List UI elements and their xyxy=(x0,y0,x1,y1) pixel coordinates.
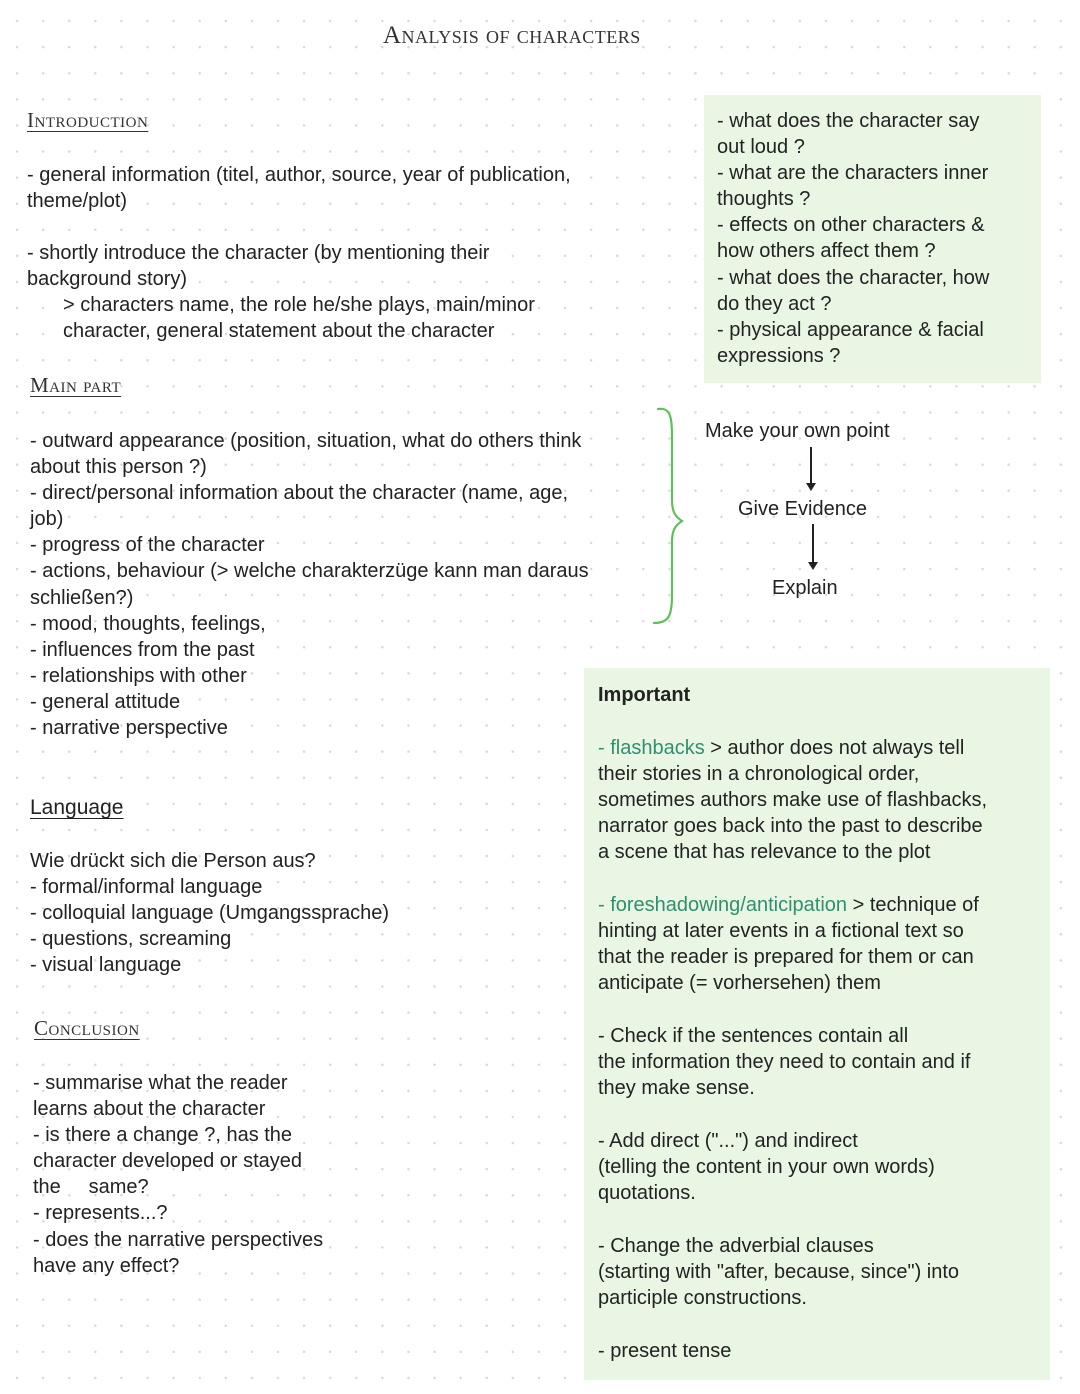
main-part-heading: Main part xyxy=(30,373,122,397)
check-block xyxy=(598,1023,970,1101)
text-line: participle constructions. xyxy=(598,1287,807,1310)
text-line: about this person ?) xyxy=(30,456,207,479)
text-line: do they act ? xyxy=(717,292,832,315)
text-line: narrator goes back into the past to describe xyxy=(598,815,983,838)
tense-note: - present tense xyxy=(598,1340,732,1362)
text-line: the same? xyxy=(33,1176,149,1199)
flow-step-point: Make your own point xyxy=(705,420,890,442)
text-line: - visual language xyxy=(30,954,182,977)
text-line: (starting with "after, because, since") into xyxy=(598,1261,960,1284)
text-line: - physical appearance & facial xyxy=(717,318,984,341)
text-line: - actions, behaviour (> welche charakterzüge kann man daraus xyxy=(30,560,589,583)
text-line: job) xyxy=(30,508,64,531)
introduction-heading: Introduction xyxy=(27,108,149,132)
text-line: - formal/informal language xyxy=(30,876,263,899)
foreshadowing-block xyxy=(598,892,979,996)
text-line xyxy=(598,735,987,761)
text-line: - direct/personal information about the character (name, age, xyxy=(30,482,569,505)
text-line: theme/plot) xyxy=(27,190,128,213)
conclusion-heading: Conclusion xyxy=(34,1016,140,1040)
text-line: - effects on other characters & xyxy=(717,214,985,237)
text-line: - what does the character, how xyxy=(717,266,990,289)
questions-list xyxy=(717,108,989,369)
text-fragment: > author does not always tell xyxy=(704,737,965,759)
conclusion-points xyxy=(33,1070,323,1279)
curly-brace-icon xyxy=(650,405,690,627)
text-line: - represents...? xyxy=(33,1202,168,1225)
text-line: character, general statement about the character xyxy=(63,320,495,343)
text-line: - relationships with other xyxy=(30,664,247,687)
introduction-character xyxy=(27,240,535,344)
text-line: - influences from the past xyxy=(30,638,255,661)
text-line: that the reader is prepared for them or can xyxy=(598,946,974,969)
text-line: - mood, thoughts, feelings, xyxy=(30,612,266,635)
text-line: background story) xyxy=(27,268,188,291)
text-line: - progress of the character xyxy=(30,534,265,557)
text-line: how others affect them ? xyxy=(717,240,936,263)
text-line: expressions ? xyxy=(717,344,841,367)
text-line: - general attitude xyxy=(30,690,181,713)
text-line: - does the narrative perspectives xyxy=(33,1228,324,1251)
text-line: their stories in a chronological order, xyxy=(598,763,920,786)
text-line: they make sense. xyxy=(598,1077,755,1100)
text-fragment: > technique of xyxy=(847,894,979,916)
text-line: - general information (titel, author, source, year of publication, xyxy=(27,164,571,186)
introduction-general-info xyxy=(27,162,571,214)
flashbacks-block xyxy=(598,735,987,865)
text-line: - questions, screaming xyxy=(30,928,232,951)
page-title: Analysis of characters xyxy=(383,22,641,49)
flow-step-explain: Explain xyxy=(772,577,838,599)
text-line: character developed or stayed xyxy=(33,1150,303,1173)
important-heading: Important xyxy=(598,684,691,706)
text-line: learns about the character xyxy=(33,1098,266,1121)
text-line xyxy=(598,892,979,918)
text-line: have any effect? xyxy=(33,1254,180,1277)
term-flashbacks: - flashbacks xyxy=(598,737,705,759)
text-line: - shortly introduce the character (by mentioning their xyxy=(27,242,490,264)
text-line: - summarise what the reader xyxy=(33,1072,288,1094)
main-part-points xyxy=(30,428,589,741)
text-line: thoughts ? xyxy=(717,188,811,211)
text-line: - what does the character say xyxy=(717,110,980,132)
text-line: - Add direct ("...") and indirect xyxy=(598,1130,858,1152)
text-line: hinting at later events in a fictional text so xyxy=(598,920,964,943)
flow-step-evidence: Give Evidence xyxy=(738,498,867,520)
adverbial-block xyxy=(598,1233,959,1311)
language-points xyxy=(30,848,389,978)
quotations-block xyxy=(598,1128,935,1206)
language-heading: Language xyxy=(30,796,124,819)
text-line: out loud ? xyxy=(717,136,805,159)
text-line: anticipate (= vorhersehen) them xyxy=(598,972,881,995)
term-foreshadowing: - foreshadowing/anticipation xyxy=(598,894,848,916)
text-line: - Change the adverbial clauses xyxy=(598,1235,874,1257)
text-line: - narrative perspective xyxy=(30,717,228,740)
text-line: Wie drückt sich die Person aus? xyxy=(30,850,316,872)
arrow-down-icon xyxy=(812,524,814,568)
arrow-down-icon xyxy=(810,447,812,489)
text-line: > characters name, the role he/she plays, main/minor xyxy=(63,294,535,317)
text-line: (telling the content in your own words) xyxy=(598,1156,935,1179)
text-line: quotations. xyxy=(598,1182,696,1205)
text-line: - Check if the sentences contain all xyxy=(598,1025,909,1047)
text-line: sometimes authors make use of flashbacks, xyxy=(598,789,988,812)
text-line: - outward appearance (position, situation, what do others think xyxy=(30,430,582,452)
text-line: - is there a change ?, has the xyxy=(33,1124,293,1147)
text-line: a scene that has relevance to the plot xyxy=(598,841,931,864)
text-line: - colloquial language (Umgangssprache) xyxy=(30,902,390,925)
text-line: - what are the characters inner xyxy=(717,162,989,185)
text-line: schließen?) xyxy=(30,586,134,609)
text-line: the information they need to contain and if xyxy=(598,1051,971,1074)
